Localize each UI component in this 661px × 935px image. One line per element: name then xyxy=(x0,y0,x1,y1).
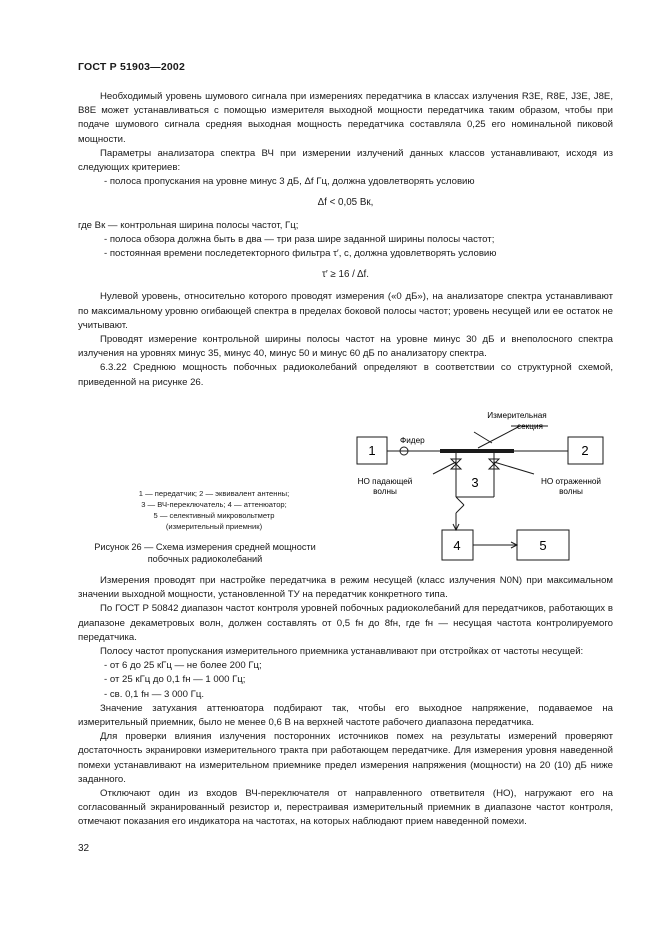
reflected-coupler-label-1: НО отраженной xyxy=(541,477,601,486)
section-label-1: Измерительная xyxy=(487,411,547,420)
paragraph: Отключают один из входов ВЧ-переключателя от направленного ответвителя (НО), нагружают его на согласованный экранированный резистор и, перестраивая измерительный приемник в диапазоне частот контроля, отмечают показания его индикатора на частотах, на которых наблюдают прием наведенной помехи. xyxy=(78,788,613,828)
list-item: - полоса пропускания на уровне минус 3 дБ, Δf Гц, должна удовлетворять условию xyxy=(104,176,475,188)
legend-line: 1 — передатчик; 2 — эквивалент антенны; xyxy=(138,489,290,498)
incident-coupler-label-2: волны xyxy=(373,487,397,496)
paragraph: По ГОСТ Р 50842 диапазон частот контроля уровней побочных радиоколебаний для передатчиков, работающих в диапазоне декаметровых волн, должен составлять от 0,5 fн до 8fн, где fн — несущая частота контролируемого передатчика. xyxy=(78,603,613,643)
reflected-coupler-label-2: волны xyxy=(559,487,583,496)
box-3-label: 3 xyxy=(471,475,479,490)
paragraph: Для проверки влияния излучения посторонних источников помех на результаты измерений проверяют достаточность экранировки измерительного тракта при работающем передатчике. Для измерения уровня наведенной помехи устанавливают на измерительном приемнике предел измерения напряжения (мощности) на 20 (10) дБ ниже заданного. xyxy=(78,731,613,785)
figure-caption-line: побочных радиоколебаний xyxy=(147,554,263,564)
box-2-label: 2 xyxy=(581,443,589,458)
paragraph: Необходимый уровень шумового сигнала при измерениях передатчика в классах излучения R3E, R8E, J3E, J8E, B8E может устанавливаться с помощью измерителя выходной мощности передатчика таким образом, чтобы при подаче шумового сигнала средняя выходная мощность передатчика составляла 0,25 его номинальной пиковой мощности. xyxy=(78,91,613,145)
paragraph: Параметры анализатора спектра ВЧ при измерении излучений данных классов устанавливают, исходя из следующих критериев: xyxy=(78,147,613,174)
document-header: ГОСТ Р 51903—2002 xyxy=(78,61,186,73)
paragraph: Значение затухания аттенюатора подбирают так, чтобы его выходное напряжение, подаваемое на измерительный приемник, было не менее 0,6 В на верхней частоте рабочего диапазона передатчика. xyxy=(78,702,613,729)
paragraph: Измерения проводят при настройке передатчика в режим несущей (класс излучения N0N) при максимальном значении выходной мощности, установленной ТУ на передатчик конкретного типа. xyxy=(78,575,613,601)
paragraph: Полосу частот пропускания измерительного приемника устанавливают при отстройках от частоты несущей: xyxy=(100,646,584,658)
incident-coupler-label-1: НО падающей xyxy=(357,477,413,486)
legend-line: 3 — ВЧ-переключатель; 4 — аттенюатор; xyxy=(141,500,287,509)
box-4-label: 4 xyxy=(453,538,461,553)
box-1-label: 1 xyxy=(368,443,376,458)
page-number: 32 xyxy=(78,843,90,854)
formula: Δf < 0,05 Bк, xyxy=(317,197,374,209)
list-item: - постоянная времени последетекторного фильтра τ′, с, должна удовлетворять условию xyxy=(104,248,497,260)
paragraph: 6.3.22 Среднюю мощность побочных радиоколебаний определяют в соответствии со структурной схемой, приведенной на рисунке 26. xyxy=(78,362,613,388)
paragraph: Нулевой уровень, относительно которого проводят измерения («0 дБ»), на анализаторе спектра устанавливают по максимальному уровню огибающей спектра в пределах боковой полосы частот; уровень несущей или ее остаток не учитывают. xyxy=(78,291,613,331)
list-item: - полоса обзора должна быть в два — три раза шире заданной ширины полосы частот; xyxy=(104,233,495,245)
list-item: - от 6 до 25 кГц — не более 200 Гц; xyxy=(104,660,262,672)
section-leader-line xyxy=(478,426,520,448)
list-item: - от 25 кГц до 0,1 fн — 1 000 Гц; xyxy=(104,674,246,686)
figure-caption xyxy=(70,541,340,565)
text-block-bottom xyxy=(78,574,613,830)
box-5-label: 5 xyxy=(539,538,547,553)
paragraph: где Bк — контрольная ширина полосы частот, Гц; xyxy=(78,219,299,231)
formula: τ′ ≥ 16 / Δf. xyxy=(321,269,370,281)
list-item: - св. 0,1 fн — 3 000 Гц. xyxy=(104,688,205,700)
section-label-2: секция xyxy=(517,422,543,431)
legend-line: 5 — селективный микровольтметр xyxy=(153,511,275,520)
section-pointer-line xyxy=(474,432,492,443)
figure-caption-line: Рисунок 26 — Схема измерения средней мощности xyxy=(94,542,316,552)
figure-legend xyxy=(98,488,330,532)
legend-line: (измерительный приемник) xyxy=(165,522,263,531)
feeder-label: Фидер xyxy=(400,436,425,445)
paragraph: Проводят измерение контрольной ширины полосы частот на уровне минус 30 дБ и внеполосного спектра излучения на уровнях минус 35, минус 40, минус 50 и минус 60 дБ по анализатору спектра. xyxy=(78,334,613,360)
